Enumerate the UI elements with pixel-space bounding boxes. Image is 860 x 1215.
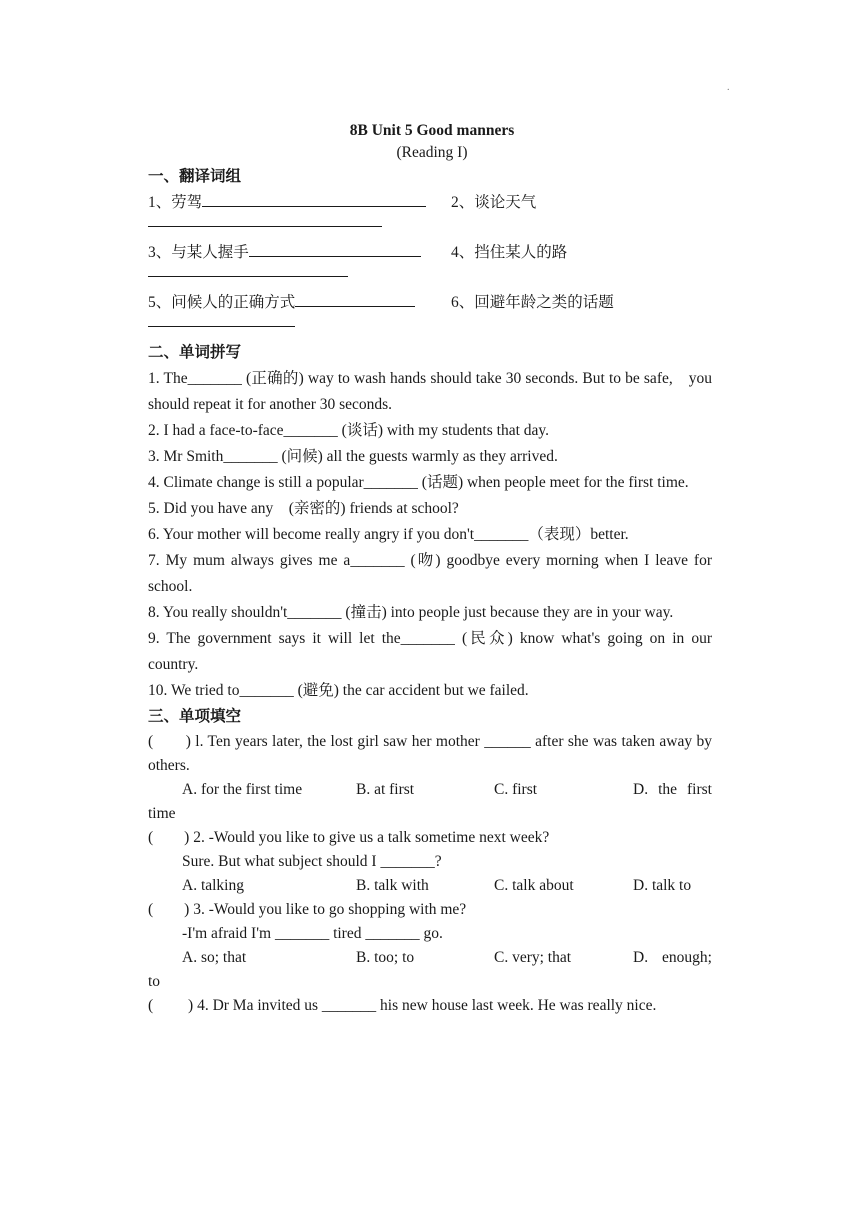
spelling-item: 10. We tried to_______ (避免) the car accident but we failed.: [148, 682, 529, 699]
worksheet-title: 8B Unit 5 Good manners: [349, 122, 515, 139]
option-d: D. the first: [633, 781, 712, 798]
option-a: A. talking: [182, 877, 244, 894]
question-text: ( ) 3. -Would you like to go shopping with me?: [148, 901, 467, 918]
spelling-item: 9. The government says it will let the_______ (民众) know what's going on in our country.: [148, 630, 712, 673]
section2-heading: 二、单词拼写: [148, 344, 242, 361]
options-row: [148, 946, 712, 970]
option-c: C. very; that: [494, 949, 572, 966]
option-b: B. talk with: [356, 877, 429, 894]
mc-question: [148, 898, 712, 994]
section3-heading: 三、单项填空: [148, 708, 242, 725]
corner-mark: .: [727, 82, 730, 93]
translation-item: [451, 190, 536, 216]
translation-item: [451, 290, 614, 316]
answer-blank: [295, 290, 415, 307]
spelling-item: 3. Mr Smith_______ (问候) all the guests warmly as they arrived.: [148, 448, 558, 465]
option-wrap-text: time: [148, 805, 176, 822]
option-b: B. at first: [356, 781, 415, 798]
question-reply: Sure. But what subject should I _______?: [182, 853, 442, 870]
answer-blank: [202, 190, 426, 207]
option-b: B. too; to: [356, 949, 415, 966]
question-reply: -I'm afraid I'm _______ tired _______ go.: [182, 925, 443, 942]
question-text: ( ) l. Ten years later, the lost girl saw her mother ______ after she was taken away by others.: [148, 733, 712, 774]
option-a: A. so; that: [182, 949, 247, 966]
translation-item: [148, 240, 421, 266]
translation-item: [148, 190, 426, 216]
spelling-item: 2. I had a face-to-face_______ (谈话) with my students that day.: [148, 422, 550, 439]
option-wrap-text: to: [148, 973, 161, 990]
answer-blank: [148, 326, 295, 327]
options-row: [148, 874, 712, 898]
question-text: ( ) 2. -Would you like to give us a talk sometime next week?: [148, 829, 550, 846]
translation-row: [148, 240, 712, 290]
worksheet-subtitle: (Reading I): [396, 144, 468, 161]
answer-blank: [249, 240, 421, 257]
answer-blank: [148, 226, 382, 227]
option-d: D. enough;: [633, 949, 712, 966]
translation-row: [148, 290, 712, 340]
answer-blank: [148, 276, 348, 277]
options-row: [148, 778, 712, 802]
translation-prompt: 2、谈论天气: [451, 194, 537, 211]
option-a: A. for the first time: [182, 781, 303, 798]
spelling-item: 5. Did you have any (亲密的) friends at school?: [148, 500, 459, 517]
translation-item: [451, 240, 567, 266]
translation-prompt: 4、挡住某人的路: [451, 244, 568, 261]
spelling-item: 4. Climate change is still a popular_______ (话题) when people meet for the first time.: [148, 474, 689, 491]
question-text: ( ) 4. Dr Ma invited us _______ his new house last week. He was really nice.: [148, 997, 657, 1014]
section1-heading: 一、翻译词组: [148, 168, 242, 185]
translation-row: [148, 190, 712, 240]
spelling-item: 7. My mum always gives me a_______ (吻) goodbye every morning when I leave for school.: [148, 552, 712, 595]
spelling-item: 6. Your mother will become really angry if you don't_______（表现）better.: [148, 526, 629, 543]
spelling-item: 8. You really shouldn't_______ (撞击) into people just because they are in your way.: [148, 604, 674, 621]
mc-question: [148, 994, 712, 1018]
worksheet-content: [148, 120, 712, 1018]
option-c: C. first: [494, 781, 538, 798]
translation-prompt: 1、劳驾: [148, 194, 203, 211]
option-c: C. talk about: [494, 877, 574, 894]
translation-prompt: 3、与某人握手: [148, 244, 249, 261]
spelling-item: 1. The_______ (正确的) way to wash hands should take 30 seconds. But to be safe, you should repeat it for another 30 seconds.: [148, 370, 712, 413]
translation-item: [148, 290, 415, 316]
mc-question: [148, 826, 712, 898]
option-d: D. talk to: [633, 877, 692, 894]
mc-question: [148, 730, 712, 826]
translation-prompt: 5、问候人的正确方式: [148, 294, 296, 311]
translation-prompt: 6、回避年龄之类的话题: [451, 294, 614, 311]
